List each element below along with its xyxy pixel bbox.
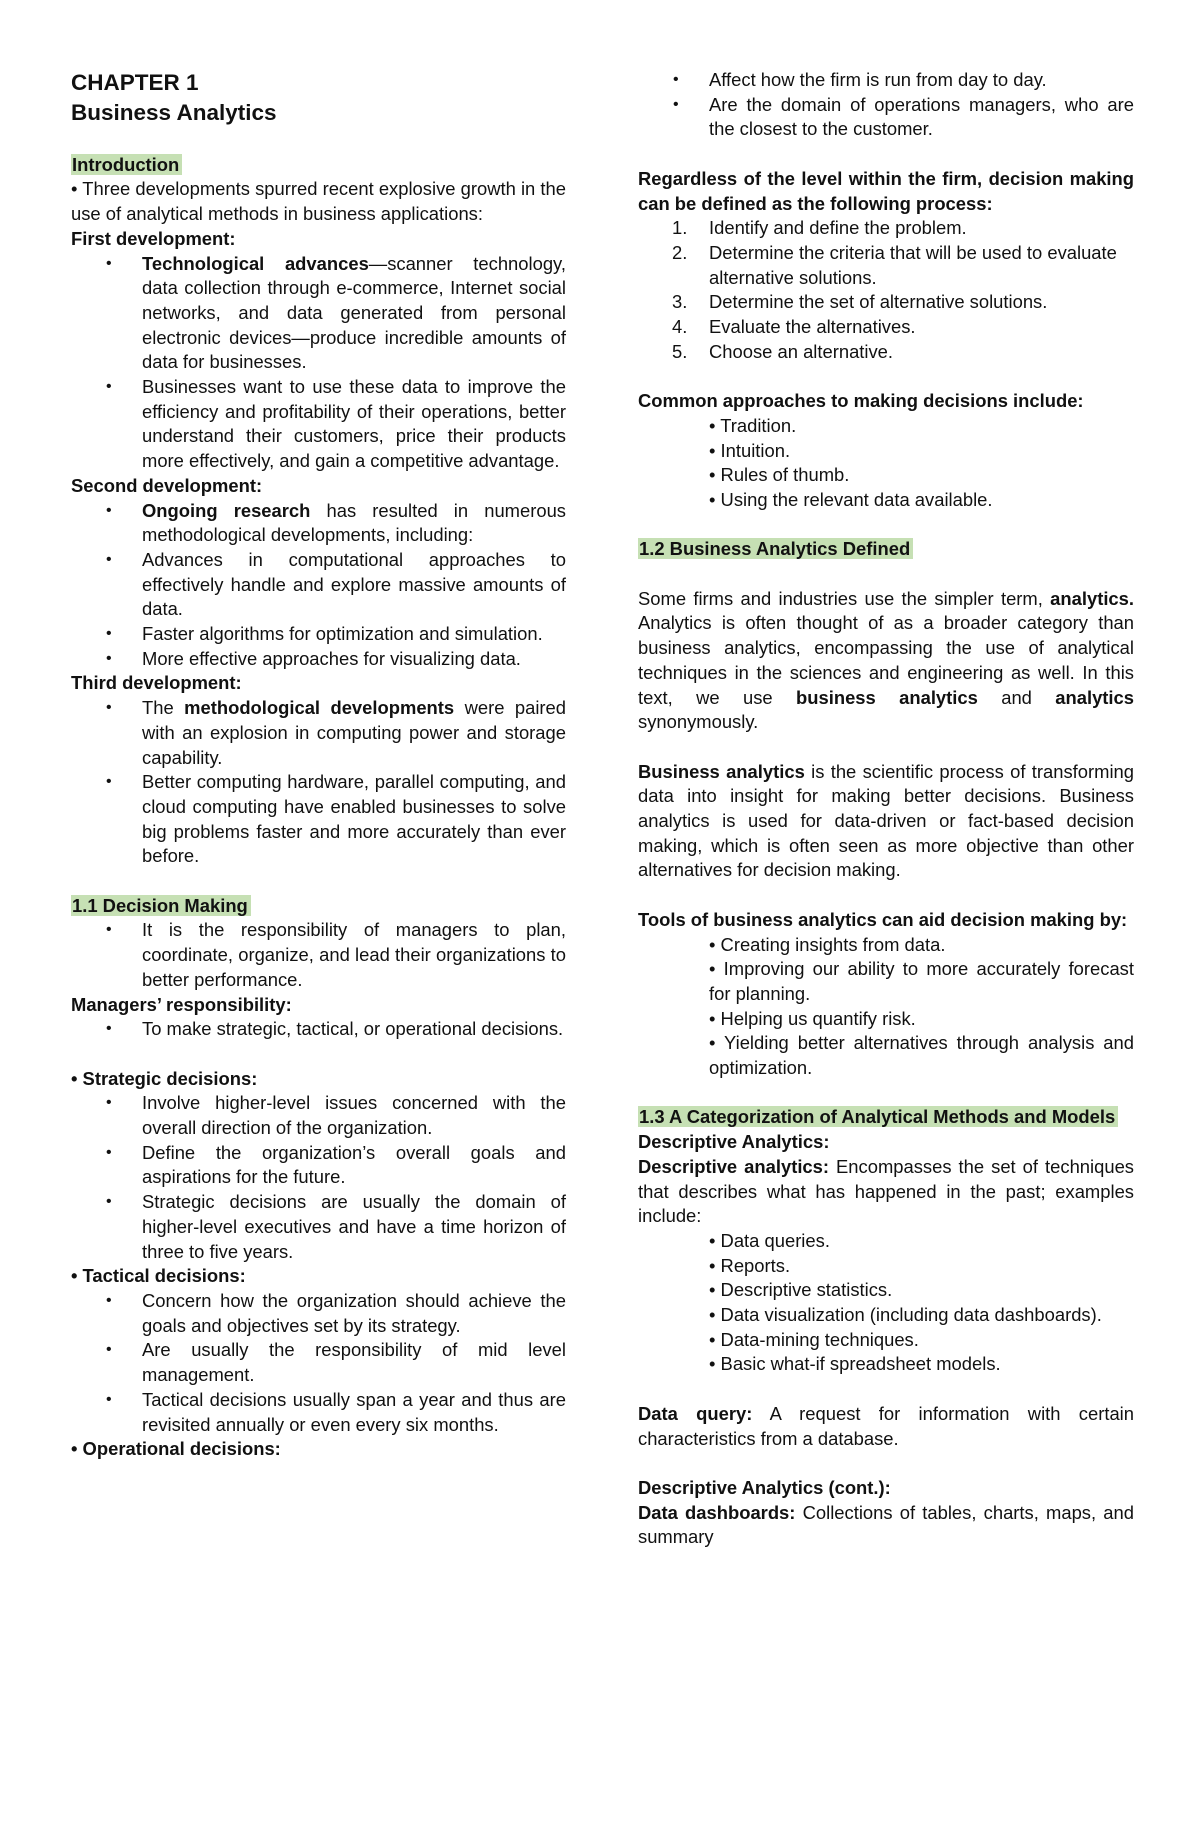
list-item: • Reports. (709, 1254, 791, 1276)
list-item: 1. Identify and define the problem. (672, 217, 967, 239)
page-title: Business Analytics (71, 100, 277, 125)
list-item: • Basic what-if spreadsheet models. (709, 1353, 1001, 1375)
managers-list (71, 1017, 566, 1042)
first-development-heading: First development: (71, 227, 236, 249)
intro-paragraph: • Three developments spurred recent explosive growth in the use of analytical methods in business applications: (71, 178, 566, 225)
decision-making-list (71, 918, 566, 992)
list-item: • The methodological developments were paired with an explosion in computing power and storage capability. (142, 696, 566, 770)
list-item: • Data visualization (including data dashboards). (709, 1304, 1102, 1326)
descriptive-analytics-heading: Descriptive Analytics: (638, 1131, 830, 1153)
list-item: • Concern how the organization should achieve the goals and objectives set by its strategy. (142, 1289, 566, 1338)
process-heading: Regardless of the level within the firm, decision making can be defined as the following process: (638, 167, 1134, 214)
descriptive-analytics-paragraph: Descriptive analytics: Encompasses the set of techniques that describes what has happened in the past; examples include: (638, 1155, 1134, 1227)
section-heading-decision-making: 1.1 Decision Making (71, 895, 251, 916)
list-item: • Strategic decisions are usually the domain of higher-level executives and have a time horizon of three to five years. (142, 1190, 566, 1264)
list-item: 2. Determine the criteria that will be used to evaluate alternative solutions. (672, 241, 1117, 288)
data-dashboards-paragraph: Data dashboards: Collections of tables, charts, maps, and summary (638, 1501, 1134, 1548)
analytics-paragraph: Some firms and industries use the simpler term, analytics. Analytics is often thought of as a broader category than business analytics, encompassing the use of analytical techniques in the sciences and engineering as well. In this text, we use business analytics and analytics synonymously. (638, 587, 1134, 733)
strategic-decisions-heading: • Strategic decisions: (71, 1067, 258, 1089)
data-query-paragraph: Data query: A request for information with certain characteristics from a database. (638, 1402, 1134, 1449)
second-development-heading: Second development: (71, 474, 263, 496)
list-item: • Affect how the firm is run from day to day. (709, 68, 1134, 93)
descriptive-analytics-cont-heading: Descriptive Analytics (cont.): (638, 1476, 891, 1498)
list-item: • Technological advances—scanner technology, data collection through e-commerce, Internet social networks, and data generated from personal electronic devices—produce incredible amounts of data for businesses. (142, 252, 566, 376)
list-item: • Faster algorithms for optimization and simulation. (142, 622, 566, 647)
list-item: • Advances in computational approaches to effectively handle and explore massive amounts of data. (142, 548, 566, 622)
first-development-list (71, 252, 566, 474)
list-item: 4. Evaluate the alternatives. (672, 316, 916, 338)
list-item: 5. Choose an alternative. (672, 340, 894, 362)
list-item: • Rules of thumb. (709, 464, 850, 486)
section-heading-categorization: 1.3 A Categorization of Analytical Methods and Models (638, 1106, 1118, 1127)
section-heading-business-analytics-defined: 1.2 Business Analytics Defined (638, 538, 913, 559)
list-item: 3. Determine the set of alternative solutions. (672, 291, 1048, 313)
left-column (71, 68, 566, 1462)
business-analytics-paragraph: Business analytics is the scientific process of transforming data into insight for making better decisions. Business analytics is used for data-driven or fact-based decision making, which is often seen as more objective than other alternatives for decision making. (638, 760, 1134, 881)
third-development-list (71, 696, 566, 869)
section-heading-introduction: Introduction (71, 154, 182, 175)
list-item: • Intuition. (709, 439, 791, 461)
tactical-decisions-heading: • Tactical decisions: (71, 1265, 246, 1287)
list-item: • Better computing hardware, parallel computing, and cloud computing have enabled businesses to solve big problems faster and more accurately than ever before. (142, 770, 566, 869)
list-item: • Yielding better alternatives through analysis and optimization. (709, 1032, 1134, 1079)
operational-list (638, 68, 1134, 142)
operational-decisions-heading: • Operational decisions: (71, 1438, 281, 1460)
third-development-heading: Third development: (71, 672, 242, 694)
right-column (638, 68, 1134, 1550)
list-item: • Data queries. (709, 1229, 830, 1251)
list-item: • Tradition. (709, 414, 797, 436)
process-steps (638, 216, 1134, 364)
list-item: • Helping us quantify risk. (709, 1007, 916, 1029)
strategic-list (71, 1091, 566, 1264)
list-item: • Descriptive statistics. (709, 1279, 893, 1301)
list-item: • Data-mining techniques. (709, 1328, 919, 1350)
approaches-heading: Common approaches to making decisions include: (638, 390, 1084, 412)
list-item: • Using the relevant data available. (709, 488, 993, 510)
list-item: • It is the responsibility of managers to plan, coordinate, organize, and lead their organizations to better performance. (142, 918, 566, 992)
list-item: • Businesses want to use these data to improve the efficiency and profitability of their operations, better understand their customers, price their products more effectively, and gain a competitive advantage. (142, 375, 566, 474)
list-item: • Ongoing research has resulted in numerous methodological developments, including: (142, 499, 566, 548)
tools-heading: Tools of business analytics can aid decision making by: (638, 908, 1128, 930)
list-item: • Define the organization’s overall goals and aspirations for the future. (142, 1141, 566, 1190)
list-item: • Creating insights from data. (709, 933, 946, 955)
tactical-list (71, 1289, 566, 1437)
list-item: • Are the domain of operations managers, who are the closest to the customer. (709, 93, 1134, 142)
chapter-label: CHAPTER 1 (71, 70, 199, 95)
list-item: • Are usually the responsibility of mid level management. (142, 1338, 566, 1387)
list-item: • To make strategic, tactical, or operational decisions. (142, 1017, 566, 1042)
second-development-list (71, 499, 566, 672)
managers-responsibility-heading: Managers’ responsibility: (71, 993, 292, 1015)
list-item: • Involve higher-level issues concerned with the overall direction of the organization. (142, 1091, 566, 1140)
list-item: • More effective approaches for visualizing data. (142, 647, 566, 672)
list-item: • Tactical decisions usually span a year and thus are revisited annually or even every six months. (142, 1388, 566, 1437)
list-item: • Improving our ability to more accurately forecast for planning. (709, 958, 1134, 1004)
